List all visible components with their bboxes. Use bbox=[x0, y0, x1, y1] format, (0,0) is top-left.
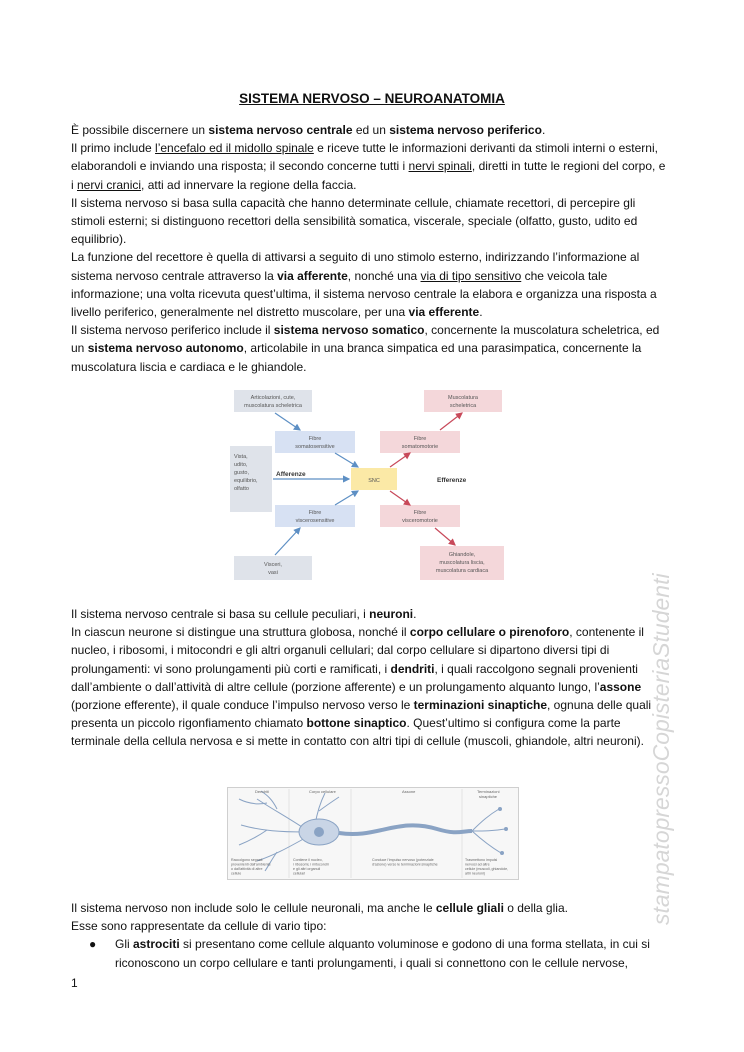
arrow-snc-to-somatomotorie bbox=[390, 453, 410, 467]
label-articolazioni-2: muscolatura scheletrica bbox=[244, 403, 302, 409]
term-via-sensitivo: via di tipo sensitivo bbox=[420, 268, 522, 283]
label-muscolatura-2: scheletrica bbox=[449, 403, 477, 409]
caption-corpo-2: i ribosomi, i mitocondri bbox=[293, 862, 329, 867]
paragraph-receptor-function bbox=[71, 248, 671, 321]
text-run: e riceve tutte le informazioni derivanti da stimoli interni o esterni, elaborandoli e inviando una risposta; il secondo concerne tutti i bbox=[71, 141, 658, 174]
label-fibre-ss-2: somatosensitive bbox=[295, 444, 335, 450]
term-bottone: bottone sinaptico bbox=[306, 716, 407, 731]
caption-assone-2: d'azione) verso le terminazioni sinaptiche bbox=[372, 862, 438, 867]
text-run: , contenente il nucleo, i ribosomi, i mitocondri e gli altri organuli cellulari; dal corpo cellulare si dipartono diversi tipi di prolungamenti: vi sono prolungamenti più corti e ramificati, i bbox=[71, 625, 644, 676]
label-fibre-ss-1: Fibre bbox=[308, 436, 322, 442]
label-fibre-sm-2: somatomotorie bbox=[401, 444, 439, 450]
paragraph-peripheral bbox=[71, 321, 671, 376]
arrow-somatomotorie-out bbox=[440, 413, 462, 430]
arrow-somatosensitive-in bbox=[275, 413, 300, 430]
label-efferenze: Efferenze bbox=[437, 477, 467, 484]
term-corpo-cellulare: corpo cellulare o pirenoforo bbox=[409, 625, 570, 640]
label-fibre-vm-2: visceromotorie bbox=[402, 518, 438, 524]
label-fibre-vm-1: Fibre bbox=[413, 510, 427, 516]
watermark: stampatopressoCopisteriaStudenti bbox=[648, 573, 674, 925]
text-run: , diretti in tutte le regioni del corpo, e i bbox=[71, 159, 666, 192]
label-muscolatura-1: Muscolatura bbox=[448, 395, 478, 401]
term-via-efferente: via efferente bbox=[408, 305, 480, 320]
list-item-astrociti bbox=[71, 935, 671, 971]
term-neuroni: neuroni bbox=[369, 607, 414, 621]
text-run: . bbox=[413, 607, 417, 621]
caption-term-2: nervosi ad altre bbox=[465, 862, 490, 867]
text-run: Il sistema nervoso periferico include il bbox=[71, 323, 274, 338]
term-cellule-gliali: cellule gliali bbox=[435, 901, 504, 915]
label-afferenze: Afferenze bbox=[276, 471, 306, 478]
label-ghiandole-1: Ghiandole, bbox=[448, 552, 476, 558]
label-terminazioni-2: sinaptiche bbox=[479, 794, 498, 799]
text-run: È possibile discernere un bbox=[71, 123, 209, 137]
caption-term-3: cellule (muscoli, ghiandole, bbox=[465, 867, 509, 871]
term-terminazioni: terminazioni sinaptiche bbox=[413, 698, 547, 713]
label-sensi-5: olfatto bbox=[234, 486, 249, 492]
term-autonomo: sistema nervoso autonomo bbox=[87, 341, 244, 356]
term-somatico: sistema nervoso somatico bbox=[273, 323, 425, 338]
label-sensi-1: Vista, bbox=[234, 454, 248, 460]
term-astrociti: astrociti bbox=[133, 937, 180, 952]
term-nervi-cranici: nervi cranici bbox=[77, 177, 142, 192]
page-title: SISTEMA NERVOSO – NEUROANATOMIA bbox=[239, 91, 505, 106]
paragraph-components bbox=[71, 139, 671, 194]
label-ghiandole-3: muscolatura cardiaca bbox=[435, 568, 489, 574]
term-nervi-spinali: nervi spinali bbox=[408, 159, 472, 174]
text-run: o della glia. bbox=[503, 901, 568, 915]
label-dendriti: Dendriti bbox=[255, 789, 269, 794]
label-visceri-1: Visceri, bbox=[264, 562, 282, 568]
label-sensi-3: gusto, bbox=[234, 470, 249, 476]
label-assone: Assone bbox=[402, 789, 416, 794]
term-snc: sistema nervoso centrale bbox=[208, 123, 353, 137]
paragraph-receptors: Il sistema nervoso si basa sulla capacità che hanno determinate cellule, chiamate recettori, di percepire gli stimoli esterni; si distinguono recettori della sensibilità somatica, viscerale, speciale (olfatto, gusto, udito ed equilibrio). bbox=[71, 195, 638, 247]
paragraph-divisions bbox=[71, 121, 671, 139]
text-run: . bbox=[479, 305, 483, 320]
text-run: . bbox=[541, 123, 546, 137]
text-run: In ciascun neurone si distingue una struttura globosa, nonché il bbox=[71, 625, 410, 640]
arrow-somatosensitive-to-snc bbox=[335, 453, 358, 467]
box-visceri bbox=[234, 556, 312, 580]
term-dendriti: dendriti bbox=[390, 661, 435, 676]
text-run: (porzione efferente), il quale conduce l’impulso nervoso verso le bbox=[71, 698, 414, 713]
term-via-afferente: via afferente bbox=[277, 268, 348, 283]
text-run: , articolabile in una branca simpatica ed una parasimpatica, concernente la muscolatura liscia e cardiaca e le ghiandole. bbox=[71, 341, 642, 374]
caption-corpo-4: cellulari bbox=[293, 871, 306, 876]
arrow-snc-to-visceromotorie bbox=[390, 491, 410, 505]
caption-dendriti-4: cellule bbox=[231, 871, 242, 876]
arrow-viscerosensitive-in bbox=[275, 528, 300, 555]
label-articolazioni-1: Articolazioni, cute, bbox=[250, 395, 296, 401]
paragraph-glia bbox=[71, 899, 671, 917]
caption-dendriti-3: o dall'attività di altre bbox=[231, 867, 263, 871]
text-run: si presentano come cellule alquanto voluminose e godono di una forma stellata, in cui si riconoscono un corpo cellulare e tanti prolungamenti, i quali si connettono con le cellule nervose, bbox=[115, 937, 650, 970]
text-run: , concernente la muscolatura scheletrica, ed un bbox=[71, 323, 660, 356]
label-sensi-4: equilibrio, bbox=[234, 478, 258, 484]
neuron-section bbox=[71, 605, 671, 751]
text-run: , i quali raccolgono segnali provenienti dall’ambiente o dall’attività di altre cellule (porzione afferente) e un prolungamento alquanto lungo, l’ bbox=[71, 661, 638, 694]
nucleus-shape bbox=[314, 827, 324, 837]
term-snp: sistema nervoso periferico bbox=[389, 123, 542, 137]
glia-section bbox=[71, 899, 671, 972]
text-run: , atti ad innervare la regione della faccia. bbox=[141, 177, 357, 192]
text-run: Il sistema nervoso non include solo le cellule neuronali, ma anche le bbox=[71, 901, 436, 915]
caption-assone-1: Conduce l'impulso nervoso (potenziale bbox=[372, 858, 434, 862]
label-fibre-vs-2: viscerosensitive bbox=[295, 518, 335, 524]
label-fibre-sm-1: Fibre bbox=[413, 436, 427, 442]
term-encefalo: l’encefalo ed il midollo spinale bbox=[155, 141, 314, 156]
arrow-visceromotorie-out bbox=[435, 528, 455, 545]
label-fibre-vs-1: Fibre bbox=[308, 510, 322, 516]
text-run: che veicola tale informazione; una volta ricevuta quest’ultima, il sistema nervoso centrale la elabora e organizza una risposta a livello periferico, generalmente nel distretto muscolare, per una bbox=[71, 268, 657, 320]
label-snc: SNC bbox=[368, 478, 380, 484]
intro-section bbox=[71, 121, 671, 376]
label-ghiandole-2: muscolatura liscia, bbox=[439, 560, 485, 566]
label-visceri-2: vasi bbox=[268, 570, 278, 576]
caption-corpo-1: Contiene il nucleo, bbox=[293, 858, 323, 862]
caption-dendriti-1: Raccolgono segnali bbox=[231, 858, 263, 862]
text-run: Il primo include bbox=[71, 141, 156, 156]
label-corpo: Corpo cellulare bbox=[309, 789, 336, 794]
text-run: ed un bbox=[352, 123, 390, 137]
afferent-efferent-diagram bbox=[230, 386, 515, 586]
caption-term-4: altri neuroni) bbox=[465, 871, 485, 876]
arrow-viscerosensitive-to-snc bbox=[335, 491, 358, 505]
text-run: , ognuna delle quali presenta un piccolo rigonfiamento chiamato bbox=[71, 698, 652, 731]
text-run: , nonché una bbox=[347, 268, 421, 283]
caption-dendriti-2: provenienti dall'ambiente bbox=[231, 862, 271, 867]
paragraph-neuron-structure bbox=[71, 623, 671, 750]
page-number: 1 bbox=[71, 976, 78, 990]
caption-term-1: Trasmettono impulsi bbox=[465, 858, 498, 862]
text-run: . Quest’ultimo si configura come la parte terminale della cellula nervosa e si mette in contatto con altri tipi di cellule (muscoli, ghiandole, altri neuroni). bbox=[71, 716, 644, 749]
caption-corpo-3: e gli altri organuli bbox=[293, 867, 321, 871]
label-terminazioni-1: Terminazioni bbox=[477, 789, 500, 794]
text-run: Il sistema nervoso centrale si basa su cellule peculiari, i bbox=[71, 607, 370, 621]
label-sensi-2: udito, bbox=[234, 462, 248, 468]
bullet-icon: ● bbox=[89, 937, 97, 952]
term-assone: assone bbox=[599, 679, 642, 694]
text-run: Gli bbox=[115, 937, 133, 952]
paragraph-glia-types: Esse sono rappresentate da cellule di vario tipo: bbox=[71, 919, 327, 934]
paragraph-neurons bbox=[71, 605, 671, 623]
neuron-diagram bbox=[227, 787, 519, 880]
text-run: La funzione del recettore è quella di attivarsi a seguito di uno stimolo esterno, indirizzando l’informazione al sistema nervoso centrale attraverso la bbox=[71, 250, 640, 283]
